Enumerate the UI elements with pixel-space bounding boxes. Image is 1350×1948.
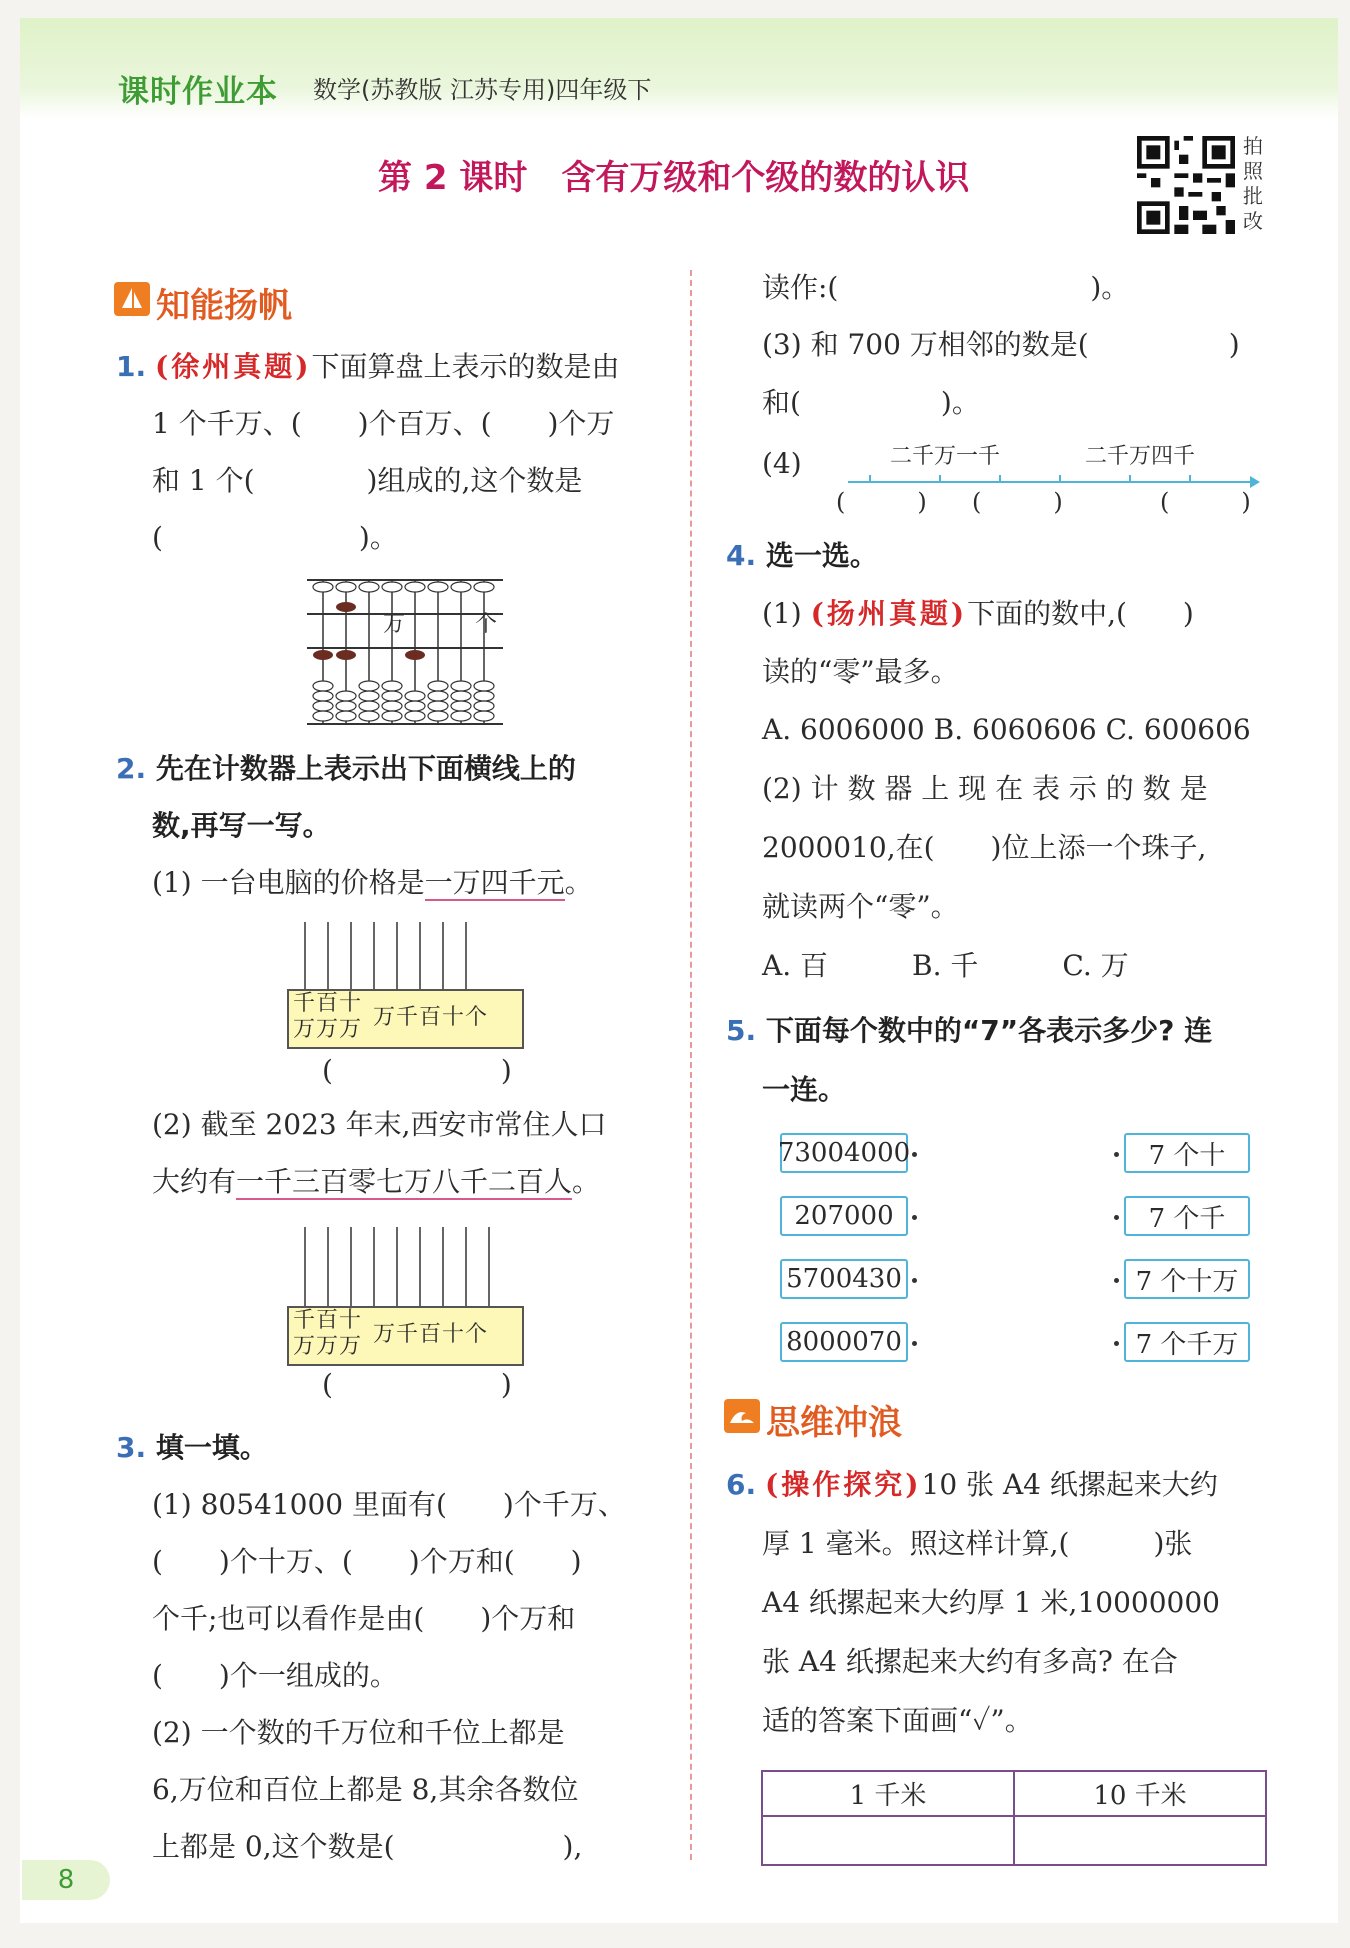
q1-line-4: ( )。 — [152, 521, 398, 554]
q4-part1-options[interactable]: A. 6006000 B. 6060606 C. 600606 — [762, 713, 1251, 746]
q2-part2-underlined: 一千三百零七万八千二百人 — [236, 1165, 573, 1198]
counter-base-1 — [287, 989, 524, 1049]
section-title-2: 思维冲浪 — [766, 1403, 902, 1443]
option-10-km: 10 千米 — [1093, 1781, 1187, 1811]
q5-text-1: 下面每个数中的“7”各表示多少? 连 — [765, 1014, 1213, 1047]
number-line-blank-3[interactable]: ( ) — [1160, 488, 1251, 516]
match-dot-right-4[interactable] — [1114, 1341, 1119, 1346]
q4-part2-line1: (2) 计 数 器 上 现 在 表 示 的 数 是 — [762, 772, 1208, 805]
counter-rods-1 — [295, 920, 485, 990]
q3-line-6: 6,万位和百位上都是 8,其余各数位 — [152, 1773, 579, 1806]
match-dot-right-2[interactable] — [1114, 1215, 1119, 1220]
counter-2-bottom-labels: 万万万 — [293, 1334, 363, 1359]
q5-line-1 — [726, 1011, 1212, 1051]
abacus-figure — [305, 574, 505, 729]
match-dot-left-3[interactable] — [912, 1278, 917, 1283]
q5-number: 5. — [726, 1014, 757, 1047]
counter-2-labels: 万千百十个 — [373, 1322, 489, 1347]
q6-line-4: 张 A4 纸摞起来大约有多高? 在合 — [762, 1645, 1178, 1678]
q2-part2-post: 。 — [572, 1165, 601, 1198]
q2-part2-pre: 大约有 — [152, 1165, 237, 1198]
q4-number: 4. — [726, 539, 757, 572]
counter-rods-2 — [295, 1225, 525, 1307]
q4-part1-line2: 读的“零”最多。 — [762, 655, 959, 688]
lesson-title: 第 2 课时 含有万级和个级的数的认识 — [378, 158, 970, 198]
q4-title-text: 选一选。 — [765, 539, 878, 572]
q3-title-text: 填一填。 — [155, 1431, 268, 1464]
page-number: 8 — [22, 1860, 110, 1900]
match-left-1[interactable]: 73004000 — [780, 1133, 908, 1173]
q4-title — [726, 536, 878, 576]
q2-answer-blank-2[interactable]: ( ) — [322, 1368, 512, 1401]
q3-line-3: 个千;也可以看作是由( )个万和 — [152, 1602, 576, 1635]
q2-answer-blank-1[interactable]: ( ) — [322, 1054, 512, 1087]
option-1-km: 1 千米 — [849, 1781, 927, 1811]
match-dot-left-2[interactable] — [912, 1215, 917, 1220]
counter-1-bottom-labels: 万万万 — [293, 1017, 363, 1042]
q1-line-3: 和 1 个( )组成的,这个数是 — [152, 464, 583, 497]
match-right-1[interactable]: 7 个十 — [1124, 1133, 1250, 1173]
qr-code-icon[interactable] — [1137, 136, 1235, 234]
q2-line-1 — [116, 749, 576, 789]
q2-part1-pre: (1) 一台电脑的价格是 — [152, 866, 425, 899]
match-left-3[interactable]: 5700430 — [780, 1259, 908, 1299]
number-line-mark-1: 二千万一千 — [890, 444, 1001, 469]
q1-number: 1. — [116, 350, 147, 383]
q3-right-line-1: 读作:( )。 — [762, 271, 1130, 304]
q1-line-2: 1 个千万、( )个百万、( )个万 — [152, 407, 615, 440]
q4-part1-text: 下面的数中,( ) — [967, 597, 1194, 630]
counter-1-labels: 万千百十个 — [373, 1005, 489, 1030]
column-divider — [690, 270, 692, 1860]
match-right-2[interactable]: 7 个千 — [1124, 1196, 1250, 1236]
abacus-label-wan: 万 — [383, 612, 406, 637]
check-cell-1[interactable] — [763, 1817, 1013, 1862]
match-right-4[interactable]: 7 个千万 — [1124, 1322, 1250, 1362]
counter-1-top-labels: 千百十 — [293, 991, 363, 1016]
q3-line-1: (1) 80541000 里面有( )个千万、 — [152, 1488, 626, 1521]
wave-icon — [724, 1399, 760, 1433]
q4-part1-line1 — [762, 594, 1194, 634]
q3-number: 3. — [116, 1431, 147, 1464]
q4-tag: (扬州真题) — [810, 597, 968, 630]
q4-part2-line3: 就读两个“零”。 — [762, 890, 959, 923]
check-cell-2[interactable] — [1015, 1817, 1265, 1862]
match-dot-right-1[interactable] — [1114, 1152, 1119, 1157]
q2-text-1: 先在计数器上表示出下面横线上的 — [155, 752, 576, 785]
q6-number: 6. — [726, 1468, 757, 1501]
q2-part2-line1: (2) 截至 2023 年末,西安市常住人口 — [152, 1108, 607, 1141]
q3-part4-label: (4) — [762, 447, 802, 480]
q3-line-5: (2) 一个数的千万位和千位上都是 — [152, 1716, 565, 1749]
number-line-blank-1[interactable]: ( ) — [836, 488, 927, 516]
q3-right-line-2: (3) 和 700 万相邻的数是( ) — [762, 328, 1240, 361]
q6-line-3: A4 纸摞起来大约厚 1 米,10000000 — [762, 1586, 1220, 1619]
answer-table — [761, 1770, 1267, 1866]
abacus-label-ge: 个 — [475, 612, 498, 637]
q4-part2-line2: 2000010,在( )位上添一个珠子, — [762, 831, 1207, 864]
match-left-4[interactable]: 8000070 — [780, 1322, 908, 1362]
sail-icon — [114, 282, 150, 316]
q2-number: 2. — [116, 752, 147, 785]
q3-title — [116, 1428, 268, 1468]
counter-base-2 — [287, 1306, 524, 1366]
q5-line-2: 一连。 — [762, 1073, 847, 1106]
q2-part1 — [152, 863, 593, 903]
q1-line-1 — [116, 347, 620, 387]
match-left-2[interactable]: 207000 — [780, 1196, 908, 1236]
q2-line-2: 数,再写一写。 — [152, 809, 331, 842]
q3-line-2: ( )个十万、( )个万和( ) — [152, 1545, 582, 1578]
q3-line-7: 上都是 0,这个数是( ), — [152, 1830, 583, 1863]
q6-line-1 — [726, 1465, 1218, 1505]
match-dot-left-4[interactable] — [912, 1341, 917, 1346]
number-line-mark-2: 二千万四千 — [1085, 444, 1196, 469]
match-dot-left-1[interactable] — [912, 1152, 917, 1157]
q2-part1-post: 。 — [564, 866, 593, 899]
section-title-1: 知能扬帆 — [156, 286, 292, 326]
q4-part2-options[interactable]: A. 百 B. 千 C. 万 — [762, 949, 1129, 982]
q6-line-5: 适的答案下面画“✓”。 — [762, 1704, 1033, 1737]
q3-line-4: ( )个一组成的。 — [152, 1659, 398, 1692]
q1-tag: (徐州真题) — [155, 350, 312, 383]
q4-part1-label: (1) — [762, 597, 802, 630]
match-dot-right-3[interactable] — [1114, 1278, 1119, 1283]
book-brand: 课时作业本 — [118, 74, 278, 110]
q2-part2-line2 — [152, 1162, 600, 1202]
number-line-blank-2[interactable]: ( ) — [972, 488, 1063, 516]
q6-text-1: 10 张 A4 纸摞起来大约 — [921, 1468, 1218, 1501]
counter-2-top-labels: 千百十 — [293, 1308, 363, 1333]
q2-part1-underlined: 一万四千元 — [424, 866, 565, 899]
q6-line-2: 厚 1 毫米。照这样计算,( )张 — [762, 1527, 1193, 1560]
match-right-3[interactable]: 7 个十万 — [1124, 1259, 1250, 1299]
q1-text-1: 下面算盘上表示的数是由 — [311, 350, 620, 383]
qr-label: 拍照批改 — [1243, 134, 1263, 233]
q3-right-line-3: 和( )。 — [762, 386, 980, 419]
q6-tag: (操作探究) — [765, 1468, 922, 1501]
subject-label: 数学(苏教版 江苏专用)四年级下 — [313, 76, 652, 104]
